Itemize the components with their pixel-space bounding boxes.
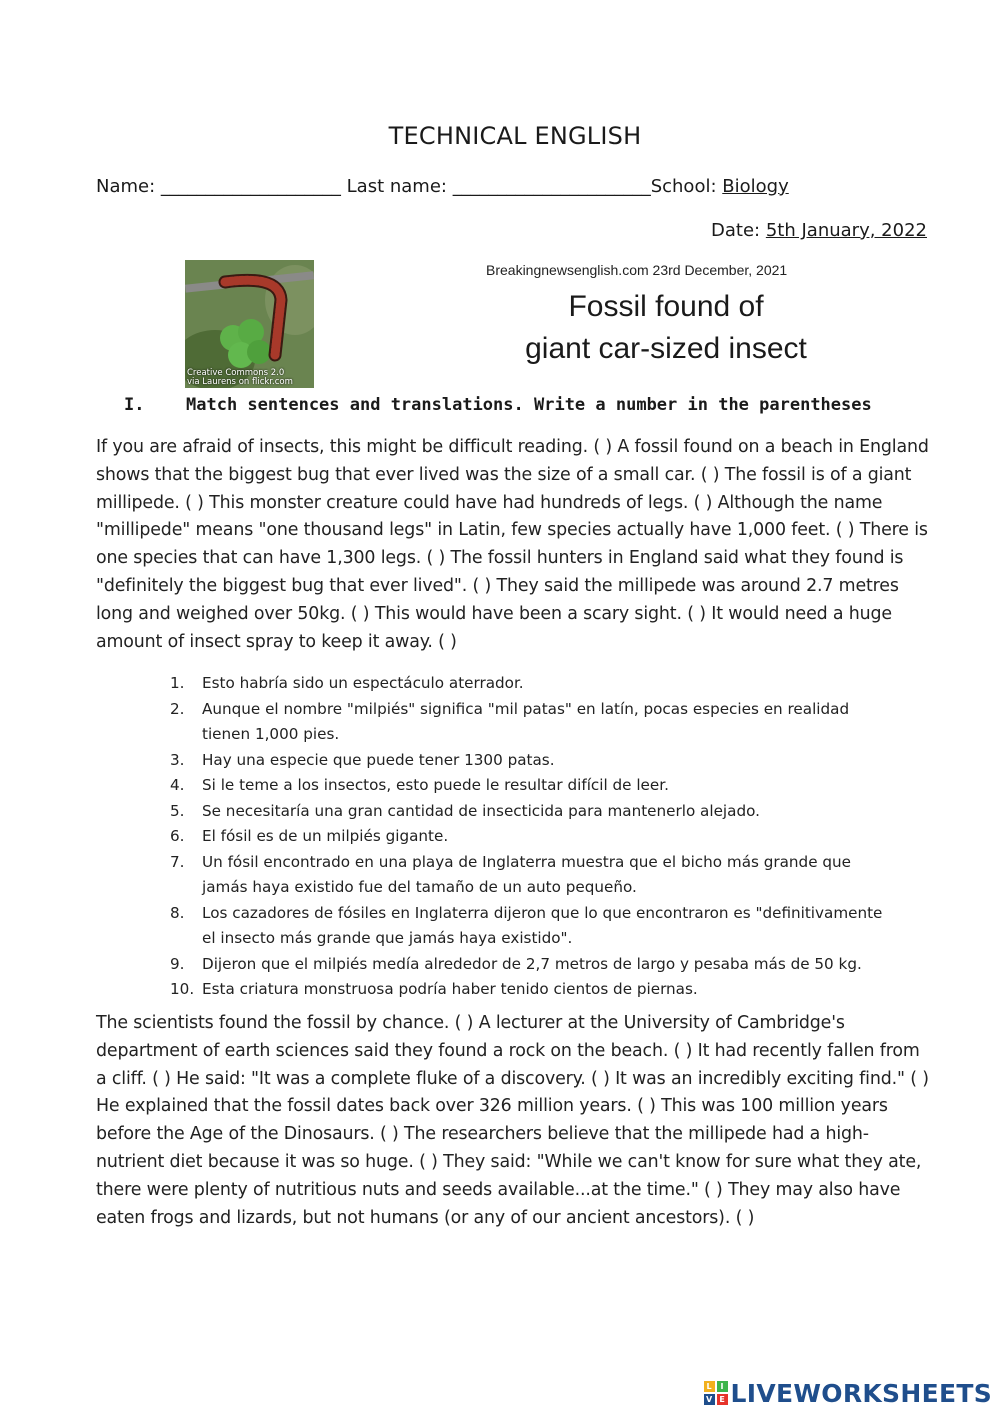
logo-square: V bbox=[704, 1394, 715, 1405]
headline-line1: Fossil found of bbox=[568, 290, 764, 323]
headline-line2: giant car-sized insect bbox=[525, 332, 807, 365]
date-value: 5th January, 2022 bbox=[765, 220, 927, 241]
logo-mark-icon bbox=[704, 1381, 728, 1405]
translation-list bbox=[170, 671, 890, 1003]
translation-item bbox=[170, 824, 890, 850]
translation-item bbox=[170, 748, 890, 774]
translation-text: Un fósil encontrado en una playa de Inglaterra muestra que el bicho más grande que jamás haya existido fue del tamaño de un auto pequeño. bbox=[202, 852, 851, 896]
translation-item bbox=[170, 901, 890, 952]
name-field[interactable]: ____________________ bbox=[160, 176, 341, 197]
date-label: Date: bbox=[711, 220, 761, 241]
translation-number: 3. bbox=[170, 750, 185, 769]
liveworksheets-logo[interactable] bbox=[704, 1376, 992, 1410]
translation-text: Dijeron que el milpiés medía alrededor de 2,7 metros de largo y pesaba más de 50 kg. bbox=[202, 954, 862, 973]
translation-text: Hay una especie que puede tener 1300 patas. bbox=[202, 750, 555, 769]
translation-text: Aunque el nombre "milpiés" significa "mil patas" en latín, pocas especies en realidad tienen 1,000 pies. bbox=[202, 699, 850, 743]
logo-square: E bbox=[717, 1394, 728, 1405]
article-headline bbox=[466, 286, 866, 370]
millipede-photo bbox=[185, 260, 314, 388]
exercise-number: I. bbox=[124, 395, 145, 415]
school-label: School: bbox=[650, 176, 717, 197]
translation-number: 9. bbox=[170, 954, 185, 973]
logo-square: L bbox=[704, 1381, 715, 1392]
translation-text: Si le teme a los insectos, esto puede le resultar difícil de leer. bbox=[202, 776, 669, 794]
translation-item bbox=[170, 850, 890, 901]
translation-text: El fósil es de un milpiés gigante. bbox=[202, 827, 449, 845]
name-label: Name: bbox=[96, 176, 156, 197]
translation-item bbox=[170, 671, 890, 697]
date-line bbox=[711, 220, 927, 241]
translation-number: 8. bbox=[170, 903, 185, 922]
translation-number: 5. bbox=[170, 801, 185, 820]
translation-item bbox=[170, 697, 890, 748]
logo-text: LIVEWORKSHEETS bbox=[730, 1378, 992, 1408]
translation-item bbox=[170, 952, 890, 978]
translation-text: Se necesitaría una gran cantidad de insecticida para mantenerlo alejado. bbox=[202, 801, 760, 820]
translation-text: Los cazadores de fósiles en Inglaterra dijeron que lo que encontraron es "definitivamente el insecto más grande que jamás haya existido". bbox=[202, 903, 883, 947]
last-name-label: Last name: bbox=[346, 176, 447, 197]
translation-item bbox=[170, 799, 890, 825]
translation-number: 2. bbox=[170, 699, 185, 718]
english-paragraph-2: The scientists found the fossil by chance. ( ) A lecturer at the University of Cambridge's department of earth sciences said they found a rock on the beach. ( ) It had recently fallen from a cliff. ( ) He said: "It was a complete fluke of a discovery. ( ) It was an incredibly exciting find." ( ) He explained that the fossil dates back over 326 million years. ( ) This was 100 million years before the Age of the Dinosaurs. ( ) The researchers believe that the millipede had a high-nutrient diet because it was so huge. ( ) They said: "While we can't know for sure what they ate, there were plenty of nutritious nuts and seeds available...at the time." ( ) They may also have eaten frogs and lizards, but not humans (or any of our ancient ancestors). ( ) bbox=[96, 1013, 929, 1228]
article-source: Breakingnewsenglish.com 23rd December, 2021 bbox=[486, 262, 788, 278]
translation-number: 6. bbox=[170, 827, 185, 845]
translation-number: 10. bbox=[170, 980, 195, 998]
image-credit bbox=[187, 369, 293, 387]
exercise-instruction bbox=[124, 395, 872, 415]
image-credit-line2: via Laurens on flickr.com bbox=[187, 377, 293, 387]
last-name-field[interactable]: ______________________ bbox=[452, 176, 651, 197]
logo-square: I bbox=[717, 1381, 728, 1392]
student-info-line bbox=[96, 176, 936, 197]
translation-text: Esto habría sido un espectáculo aterrador. bbox=[202, 674, 524, 692]
instruction-text: Match sentences and translations. Write a number in the parentheses bbox=[186, 395, 872, 415]
school-value: Biology bbox=[722, 176, 789, 197]
image-credit-line1: Creative Commons 2.0 bbox=[187, 368, 285, 378]
translation-text: Esta criatura monstruosa podría haber tenido cientos de piernas. bbox=[202, 980, 698, 998]
translation-number: 7. bbox=[170, 852, 185, 871]
translation-number: 1. bbox=[170, 674, 185, 692]
translation-item bbox=[170, 977, 890, 1003]
translation-number: 4. bbox=[170, 776, 185, 794]
translation-item bbox=[170, 773, 890, 799]
page-title: TECHNICAL ENGLISH bbox=[388, 122, 642, 150]
english-paragraph-1: If you are afraid of insects, this might be difficult reading. ( ) A fossil found on a beach in England shows that the biggest bug that ever lived was the size of a small car. ( ) The fossil is of a giant millipede. ( ) This monster creature could have had hundreds of legs. ( ) Although the name "millipede" means "one thousand legs" in Latin, few species actually have 1,000 feet. ( ) There is one species that can have 1,300 legs. ( ) The fossil hunters in England said what they found is "definitely the biggest bug that ever lived". ( ) They said the millipede was around 2.7 metres long and weighed over 50kg. ( ) This would have been a scary sight. ( ) It would need a huge amount of insect spray to keep it away. ( ) bbox=[96, 437, 929, 652]
